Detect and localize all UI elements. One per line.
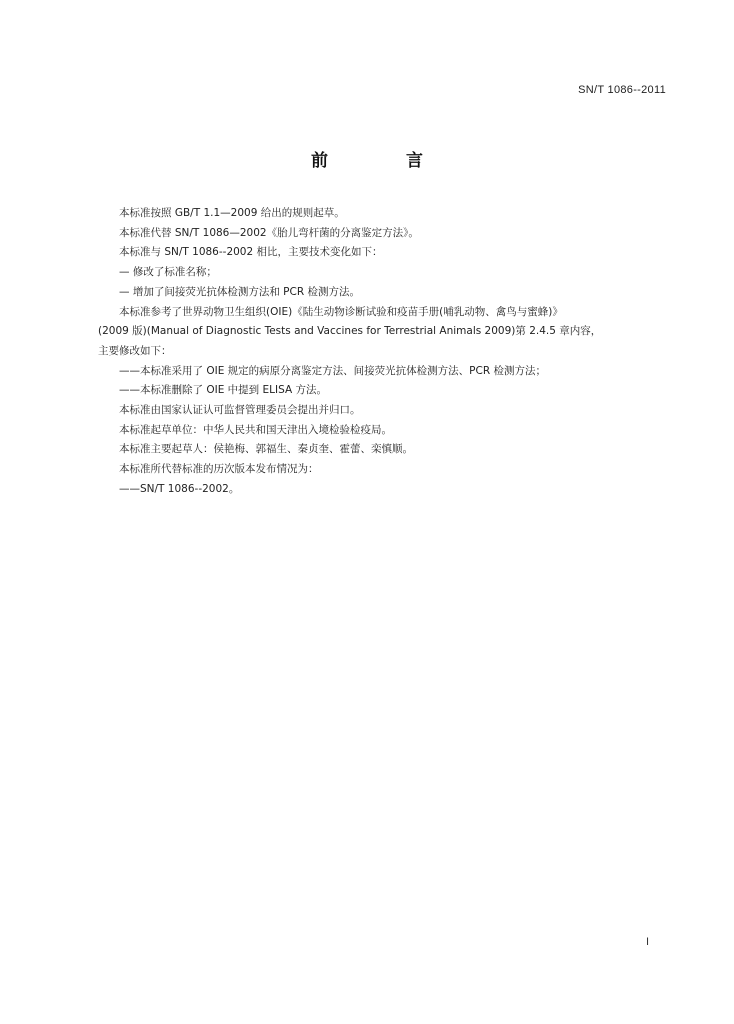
foreword-body [98,204,660,500]
list-item: ——SN/T 1086--2002。 [119,482,240,495]
paragraph-continuation: 主要修改如下： [98,344,172,357]
page-title: 前 言 [311,151,459,171]
page-number: I [646,936,650,948]
paragraph: 本标准按照 GB/T 1.1—2009 给出的规则起草。 [119,207,345,219]
paragraph: 本标准代替 SN/T 1086—2002《胎儿弯杆菌的分离鉴定方法》。 [119,226,419,239]
paragraph: 本标准起草单位：中华人民共和国天津出入境检验检疫局。 [119,423,392,436]
standard-code: SN/T 1086--2011 [578,84,666,96]
paragraph: 本标准所代替标准的历次版本发布情况为： [119,463,319,476]
list-item: — 增加了间接荧光抗体检测方法和 PCR 检测方法。 [119,285,360,298]
paragraph: 本标准由国家认证认可监督管理委员会提出并归口。 [119,404,361,417]
list-item: ——本标准删除了 OIE 中提到 ELISA 方法。 [119,384,327,397]
paragraph: 本标准主要起草人：侯艳梅、郭福生、秦贞奎、霍蕾、栾慎顺。 [119,443,413,456]
paragraph-continuation: (2009 版)(Manual of Diagnostic Tests and Vaccines for Terrestrial Animals 2009)第 2.4.5 章内容， [98,325,602,338]
paragraph: 本标准与 SN/T 1086--2002 相比，主要技术变化如下： [119,246,383,259]
paragraph: 本标准参考了世界动物卫生组织(OIE)《陆生动物诊断试验和疫苗手册(哺乳动物、禽鸟与蜜蜂)》 [119,305,563,318]
list-item: ——本标准采用了 OIE 规定的病原分离鉴定方法、间接荧光抗体检测方法、PCR 检测方法； [119,364,546,377]
list-item: — 修改了标准名称； [119,266,217,279]
